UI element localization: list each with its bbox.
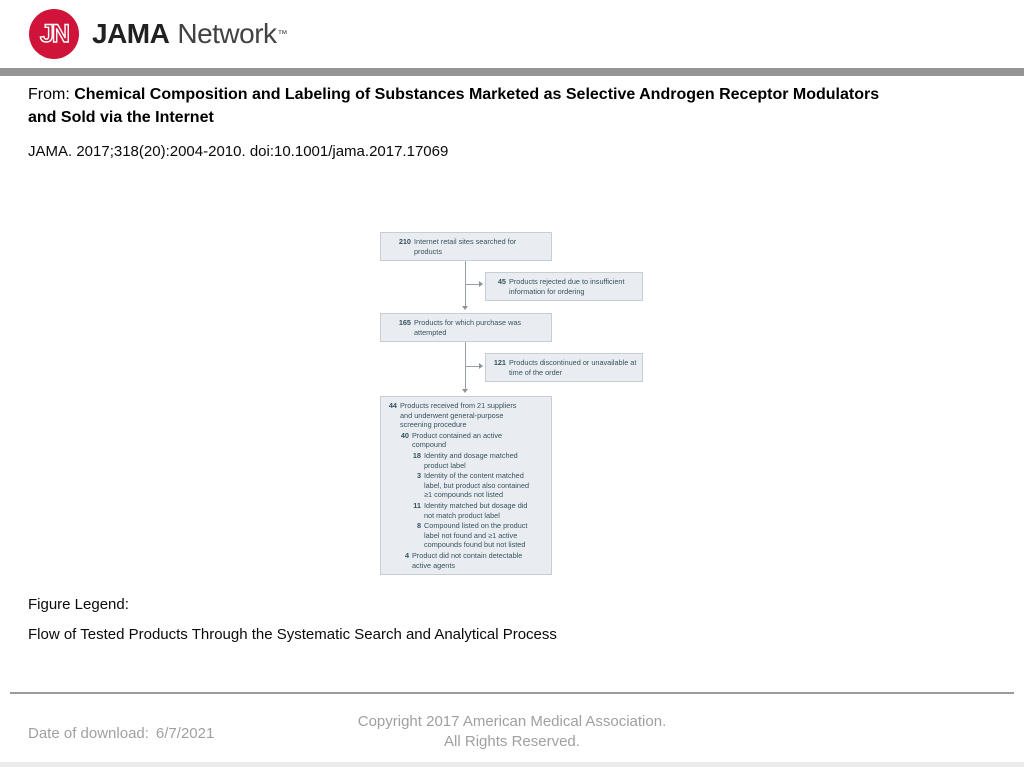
arrowhead-down-icon (462, 306, 468, 310)
flow-entry-text: Products discontinued or unavailable at time of the order (509, 358, 637, 377)
figure-legend-label: Figure Legend: (28, 596, 129, 613)
jama-network-logo-icon (29, 9, 79, 59)
flow-box-purchase-attempted (380, 313, 552, 342)
flow-entry (409, 501, 547, 520)
flow-entry-text: Product did not contain detectable active agents (412, 550, 523, 570)
flow-entry-count: 8 (416, 521, 421, 531)
flow-entry (397, 237, 547, 256)
flow-box-sites-searched (380, 232, 552, 261)
flow-box-products-rejected (485, 272, 643, 301)
download-date-label: Date of download: (28, 725, 149, 742)
flow-entry-text: Products for which purchase was attempted (414, 318, 522, 337)
article-title-block (28, 83, 908, 129)
download-date-value: 6/7/2021 (155, 725, 215, 742)
flow-entry-text: Internet retail sites searched for products (414, 237, 517, 256)
flow-entry (491, 358, 638, 377)
header (0, 0, 1024, 68)
flow-entry (385, 401, 547, 430)
flow-entry-text: Compound listed on the product label not found and ≥1 active compounds found but not listed (424, 521, 528, 550)
flow-entry-count: 44 (388, 401, 397, 410)
flow-entry (409, 521, 547, 550)
arrowhead-right-icon (479, 281, 483, 287)
flow-box-products-received (380, 396, 552, 575)
copyright-notice (0, 712, 1024, 752)
arrowhead-right-icon (479, 363, 483, 369)
brand-jama: JAMA (92, 18, 170, 49)
flow-entry-count: 165 (398, 318, 411, 327)
flow-entry-count: 11 (413, 500, 421, 510)
flow-entry-count: 18 (412, 450, 421, 460)
flow-entry (409, 471, 547, 500)
connector-line-branch-2 (466, 366, 479, 367)
flow-entry (397, 551, 547, 570)
copyright-line-2: All Rights Reserved. (444, 733, 580, 750)
flow-entry-text: Identity of the content matched label, but product also contained ≥1 compounds not listed (424, 471, 530, 500)
flow-entry (397, 431, 547, 450)
flow-entry-text: Products received from 21 suppliers and underwent general-purpose screening procedure (400, 401, 517, 430)
footer-divider-line (10, 692, 1014, 694)
from-prefix: From: (28, 86, 75, 103)
arrowhead-down-icon (462, 389, 468, 393)
flow-entry-count: 40 (400, 430, 409, 440)
figure-legend-caption: Flow of Tested Products Through the Systematic Search and Analytical Process (28, 626, 557, 643)
connector-line-vertical-1 (465, 257, 466, 307)
flow-entry-count: 3 (416, 471, 421, 481)
flow-entry (409, 451, 547, 470)
citation: JAMA. 2017;318(20):2004-2010. doi:10.1001/jama.2017.17069 (28, 143, 449, 160)
header-divider-bar (0, 68, 1024, 76)
flow-entry-text: Products rejected due to insufficient information for ordering (509, 277, 625, 296)
flow-entry (491, 277, 638, 296)
flow-entry-count: 210 (398, 237, 411, 246)
flow-entry-text: Product contained an active compound (412, 430, 503, 450)
flow-entry-text: Identity and dosage matched product label (424, 450, 518, 470)
connector-line-branch-1 (466, 284, 479, 285)
flow-entry (397, 318, 547, 337)
brand-wordmark (92, 0, 288, 68)
flow-entry-count: 45 (497, 277, 506, 286)
copyright-line-1: Copyright 2017 American Medical Association. (357, 713, 667, 730)
brand-network: Network (177, 18, 277, 49)
flow-entry-count: 121 (493, 358, 506, 367)
flow-entry-count: 4 (404, 550, 409, 560)
bottom-edge-strip (0, 762, 1024, 767)
logo-initials: JN (40, 19, 68, 48)
article-title: Chemical Composition and Labeling of Substances Marketed as Selective Androgen Receptor Modulators and Sold via the Internet (28, 86, 880, 126)
trademark-symbol: ™ (277, 28, 288, 40)
flow-box-products-discontinued (485, 353, 643, 382)
flow-entry-text: Identity matched but dosage did not match product label (424, 500, 528, 520)
